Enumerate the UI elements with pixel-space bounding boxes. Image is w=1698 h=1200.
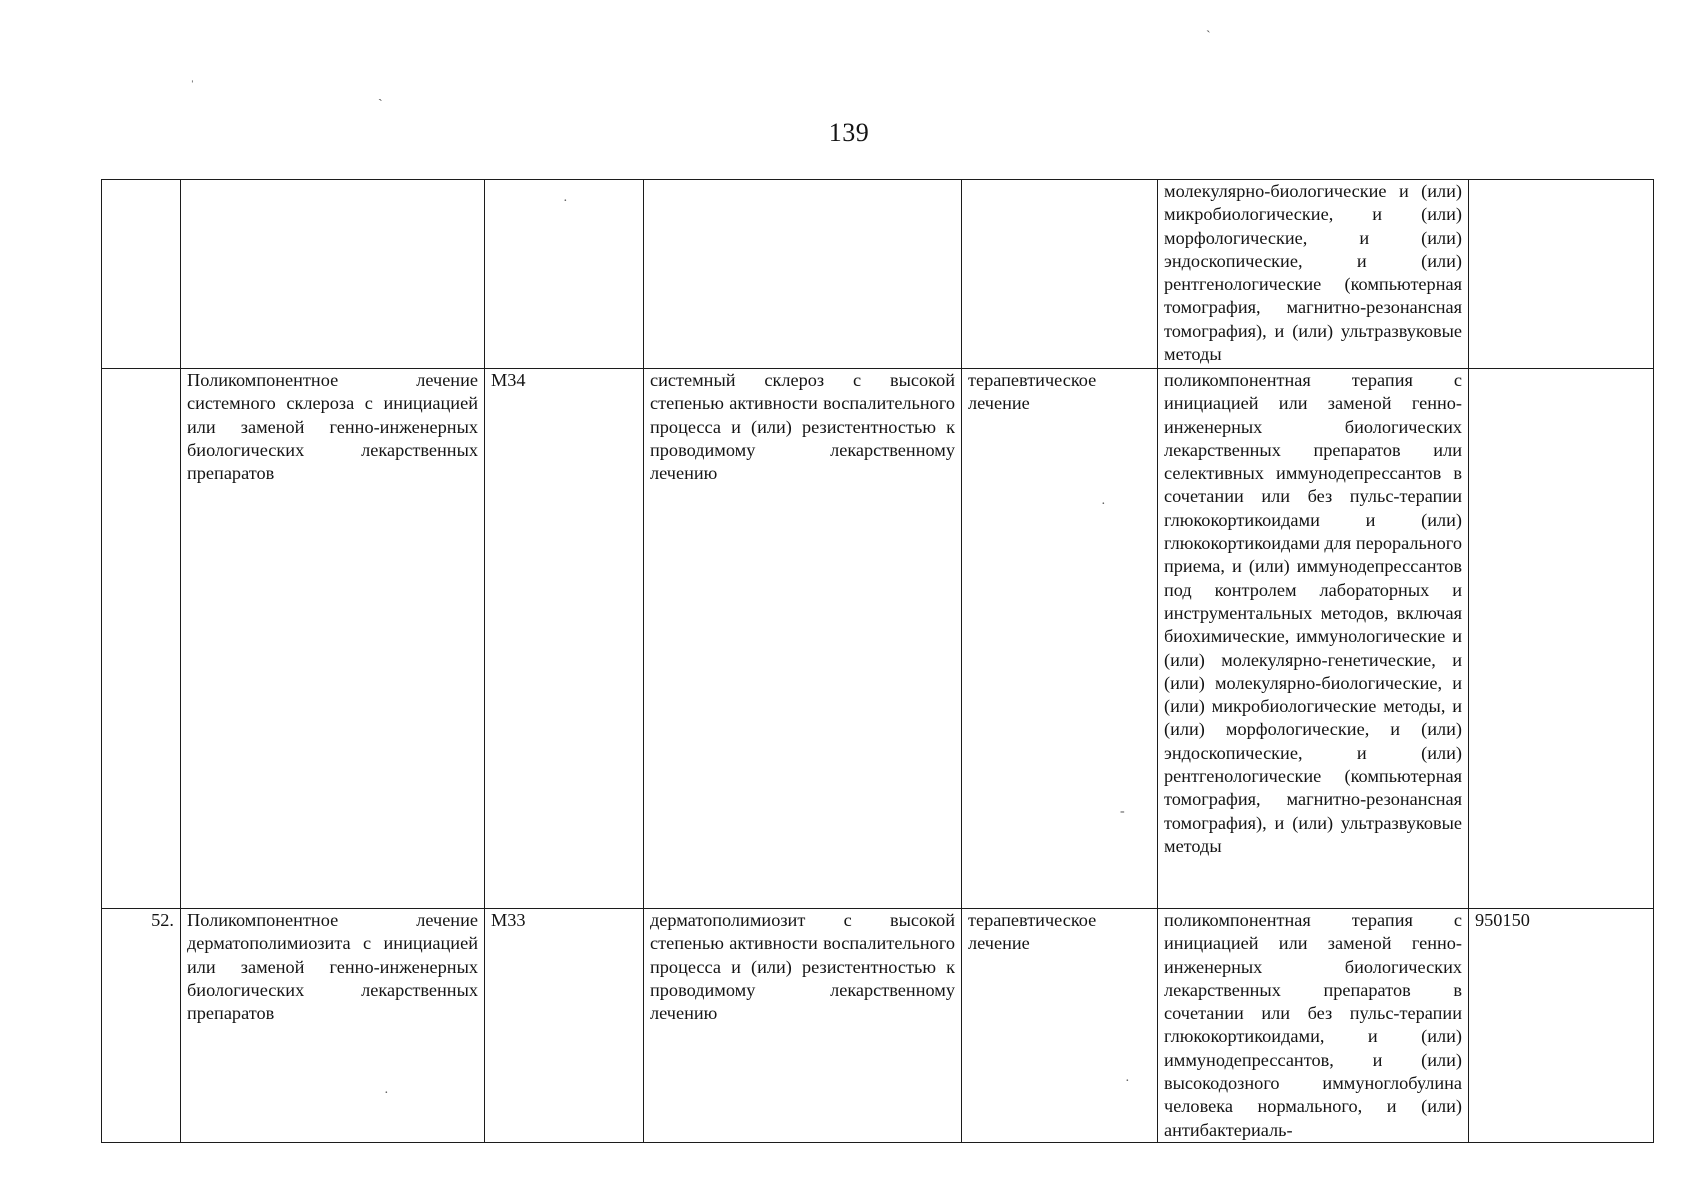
patient-model-cell: системный склероз с высокой степенью активности воспалительного процесса и (или) резистентностью к проводимому лекарственному лечению [644,369,962,909]
treatment-method-cell: поликомпонентная терапия с инициацией или заменой генно-инженерных биологических лекарственных препаратов в сочетании или без пульс-терапии глюкокортикоидами, и (или) иммунодепрессантов, и (или) высокодозного иммуноглобулина человека нормального, и (или) антибактериаль- [1158,909,1469,1143]
scan-speck: ˋ [1206,29,1211,44]
method-name-cell [181,180,485,369]
method-name-cell: Поликомпонентное лечение системного склероза с инициацией или заменой генно-инженерных биологических лекарственных препаратов [181,369,485,909]
patient-model-cell: дерматополимиозит с высокой степенью активности воспалительного процесса и (или) резистентностью к проводимому лекарственному лечению [644,909,962,1143]
treatment-type-cell [962,180,1158,369]
row-number-cell [102,180,181,369]
table-row [102,909,1654,1143]
scan-speck: ˈ [190,79,195,94]
icd-code-cell: M33 [485,909,644,1143]
cost-cell [1469,369,1654,909]
table-row [102,369,1654,909]
scan-speck: ˎ [378,87,383,102]
treatment-type-cell: терапевтическое лечение [962,909,1158,1143]
row-number-cell: 52. [102,909,181,1143]
patient-model-cell [644,180,962,369]
treatment-table [101,179,1654,1143]
row-number-cell [102,369,181,909]
icd-code-cell: M34 [485,369,644,909]
scan-speck: · [563,194,568,209]
cost-cell [1469,180,1654,369]
page-number: 139 [828,118,870,147]
scan-speck: · [1125,1074,1130,1089]
scan-speck: · [1101,497,1106,512]
treatment-type-cell: терапевтическое лечение [962,369,1158,909]
cost-cell: 950150 [1469,909,1654,1143]
scan-speck: - [1120,804,1125,819]
treatment-method-cell: поликомпонентная терапия с инициацией или заменой генно-инженерных биологических лекарственных препаратов или селективных иммунодепрессантов в сочетании или без пульс-терапии глюкокортикоидами и (или) глюкокортикоидами для перорального приема, и (или) иммунодепрессантов под контролем лабораторных и инструментальных методов, включая биохимические, иммунологические и (или) молекулярно-генетические, и (или) молекулярно-биологические, и (или) микробиологические методы, и (или) морфологические, и (или) эндоскопические, и (или) рентгенологические (компьютерная томография, магнитно-резонансная томография), и (или) ультразвуковые методы [1158,369,1469,909]
method-name-cell: Поликомпонентное лечение дерматополимиозита с инициацией или заменой генно-инженерных биологических лекарственных препаратов [181,909,485,1143]
table-row [102,180,1654,369]
treatment-method-cell: молекулярно-биологические и (или) микробиологические, и (или) морфологические, и (или) эндоскопические, и (или) рентгенологические (компьютерная томография, магнитно-резонансная томография), и (или) ультразвуковые методы [1158,180,1469,369]
scan-speck: · [384,1086,389,1101]
